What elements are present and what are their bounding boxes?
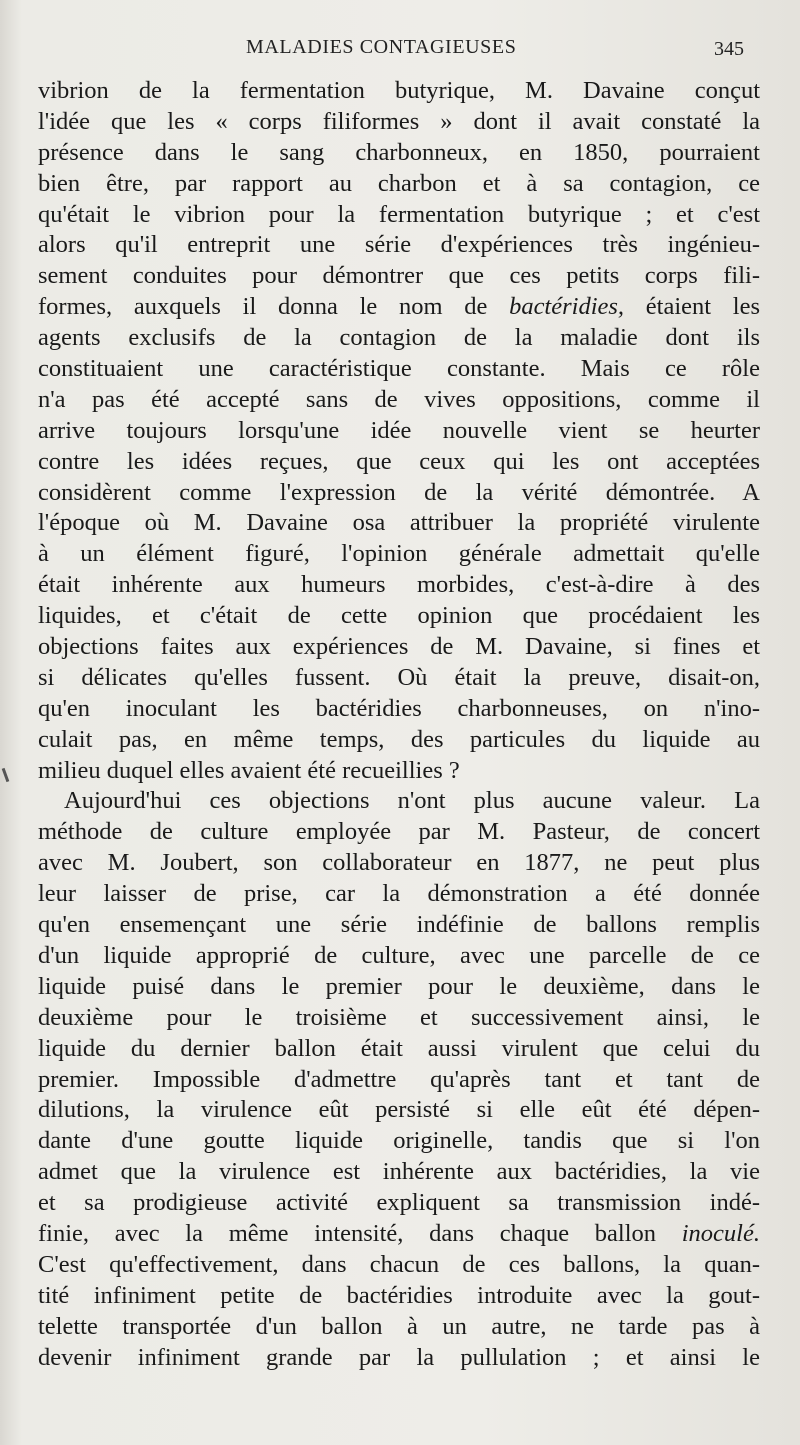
running-head: MALADIES CONTAGIEUSES (246, 36, 517, 58)
text-line: qu'était le vibrion pour la fermentation butyrique ; et c'est (38, 200, 760, 228)
text-line: premier. Impossible d'admettre qu'après tant et tant de (38, 1065, 760, 1093)
text-line: et sa prodigieuse activité expliquent sa transmission indé- (38, 1189, 760, 1217)
text-line: considèrent comme l'expression de la vérité démontrée. A (38, 478, 760, 506)
text-line: alors qu'il entreprit une série d'expériences très ingénieu- (38, 231, 760, 259)
italic-term: bactéridies, (509, 293, 625, 321)
paragraph-1 (38, 76, 760, 786)
margin-mark (2, 768, 10, 782)
text-line: si délicates qu'elles fussent. Où était la preuve, disait-on, (38, 663, 760, 691)
text-line: tité infiniment petite de bactéridies introduite avec la gout- (38, 1281, 760, 1309)
text-line: d'un liquide approprié de culture, avec une parcelle de ce (38, 941, 760, 969)
text-line: à un élément figuré, l'opinion générale admettait qu'elle (38, 540, 760, 568)
paragraph-2 (38, 786, 760, 1373)
text-line: finie, avec la même intensité, dans chaque ballon inoculé. (38, 1219, 760, 1247)
text-line: liquides, et c'était de cette opinion que procédaient les (38, 602, 760, 630)
text-line: constituaient une caractéristique constante. Mais ce rôle (38, 355, 760, 383)
text-line: qu'en ensemençant une série indéfinie de ballons remplis (38, 911, 760, 939)
text-line: admet que la virulence est inhérente aux bactéridies, la vie (38, 1158, 760, 1186)
text-line: C'est qu'effectivement, dans chacun de ces ballons, la quan- (38, 1250, 760, 1278)
page-header (0, 36, 800, 66)
text-line: vibrion de la fermentation butyrique, M. Davaine conçut (38, 77, 760, 104)
text-line: liquide du dernier ballon était aussi virulent que celui du (38, 1034, 760, 1062)
text-line: formes, auxquels il donna le nom de bactéridies, étaient les (38, 293, 760, 321)
text-line: contre les idées reçues, que ceux qui les ont acceptées (38, 447, 760, 475)
text-line: l'époque où M. Davaine osa attribuer la propriété virulente (38, 509, 760, 537)
text-line: bien être, par rapport au charbon et à sa contagion, ce (38, 169, 760, 197)
text-line: sement conduites pour démontrer que ces petits corps fili- (38, 262, 760, 290)
text-line: leur laisser de prise, car la démonstration a été donnée (38, 880, 760, 908)
text-line: n'a pas été accepté sans de vives oppositions, comme il (38, 385, 760, 413)
text-line: dante d'une goutte liquide originelle, tandis que si l'on (38, 1127, 760, 1155)
text-line: telette transportée d'un ballon à un autre, ne tarde pas à (38, 1312, 760, 1340)
text-line: agents exclusifs de la contagion de la maladie dont ils (38, 324, 760, 352)
text-line: l'idée que les « corps filiformes » dont il avait constaté la (38, 107, 760, 135)
page-number: 345 (714, 38, 744, 60)
text-line: milieu duquel elles avaient été recueillies ? (38, 756, 460, 784)
text-line: culait pas, en même temps, des particules du liquide au (38, 725, 760, 753)
text-line: devenir infiniment grande par la pullulation ; et ainsi le (38, 1343, 760, 1371)
text-line: méthode de culture employée par M. Pasteur, de concert (38, 818, 760, 846)
body-text (38, 76, 760, 1373)
text-line: était inhérente aux humeurs morbides, c'est-à-dire à des (38, 571, 760, 599)
text-line: deuxième pour le troisième et successivement ainsi, le (38, 1003, 760, 1031)
italic-term: inoculé. (681, 1219, 760, 1247)
text-line: arrive toujours lorsqu'une idée nouvelle vient se heurter (38, 416, 760, 444)
text-line: objections faites aux expériences de M. Davaine, si fines et (38, 633, 760, 661)
text-line: avec M. Joubert, son collaborateur en 1877, ne peut plus (38, 849, 760, 877)
text-line: liquide puisé dans le premier pour le deuxième, dans le (38, 972, 760, 1000)
text-line: dilutions, la virulence eût persisté si elle eût été dépen- (38, 1096, 760, 1124)
text-line: présence dans le sang charbonneux, en 1850, pourraient (38, 138, 760, 166)
text-line: Aujourd'hui ces objections n'ont plus aucune valeur. La (64, 787, 760, 815)
text-line: qu'en inoculant les bactéridies charbonneuses, on n'ino- (38, 694, 760, 722)
